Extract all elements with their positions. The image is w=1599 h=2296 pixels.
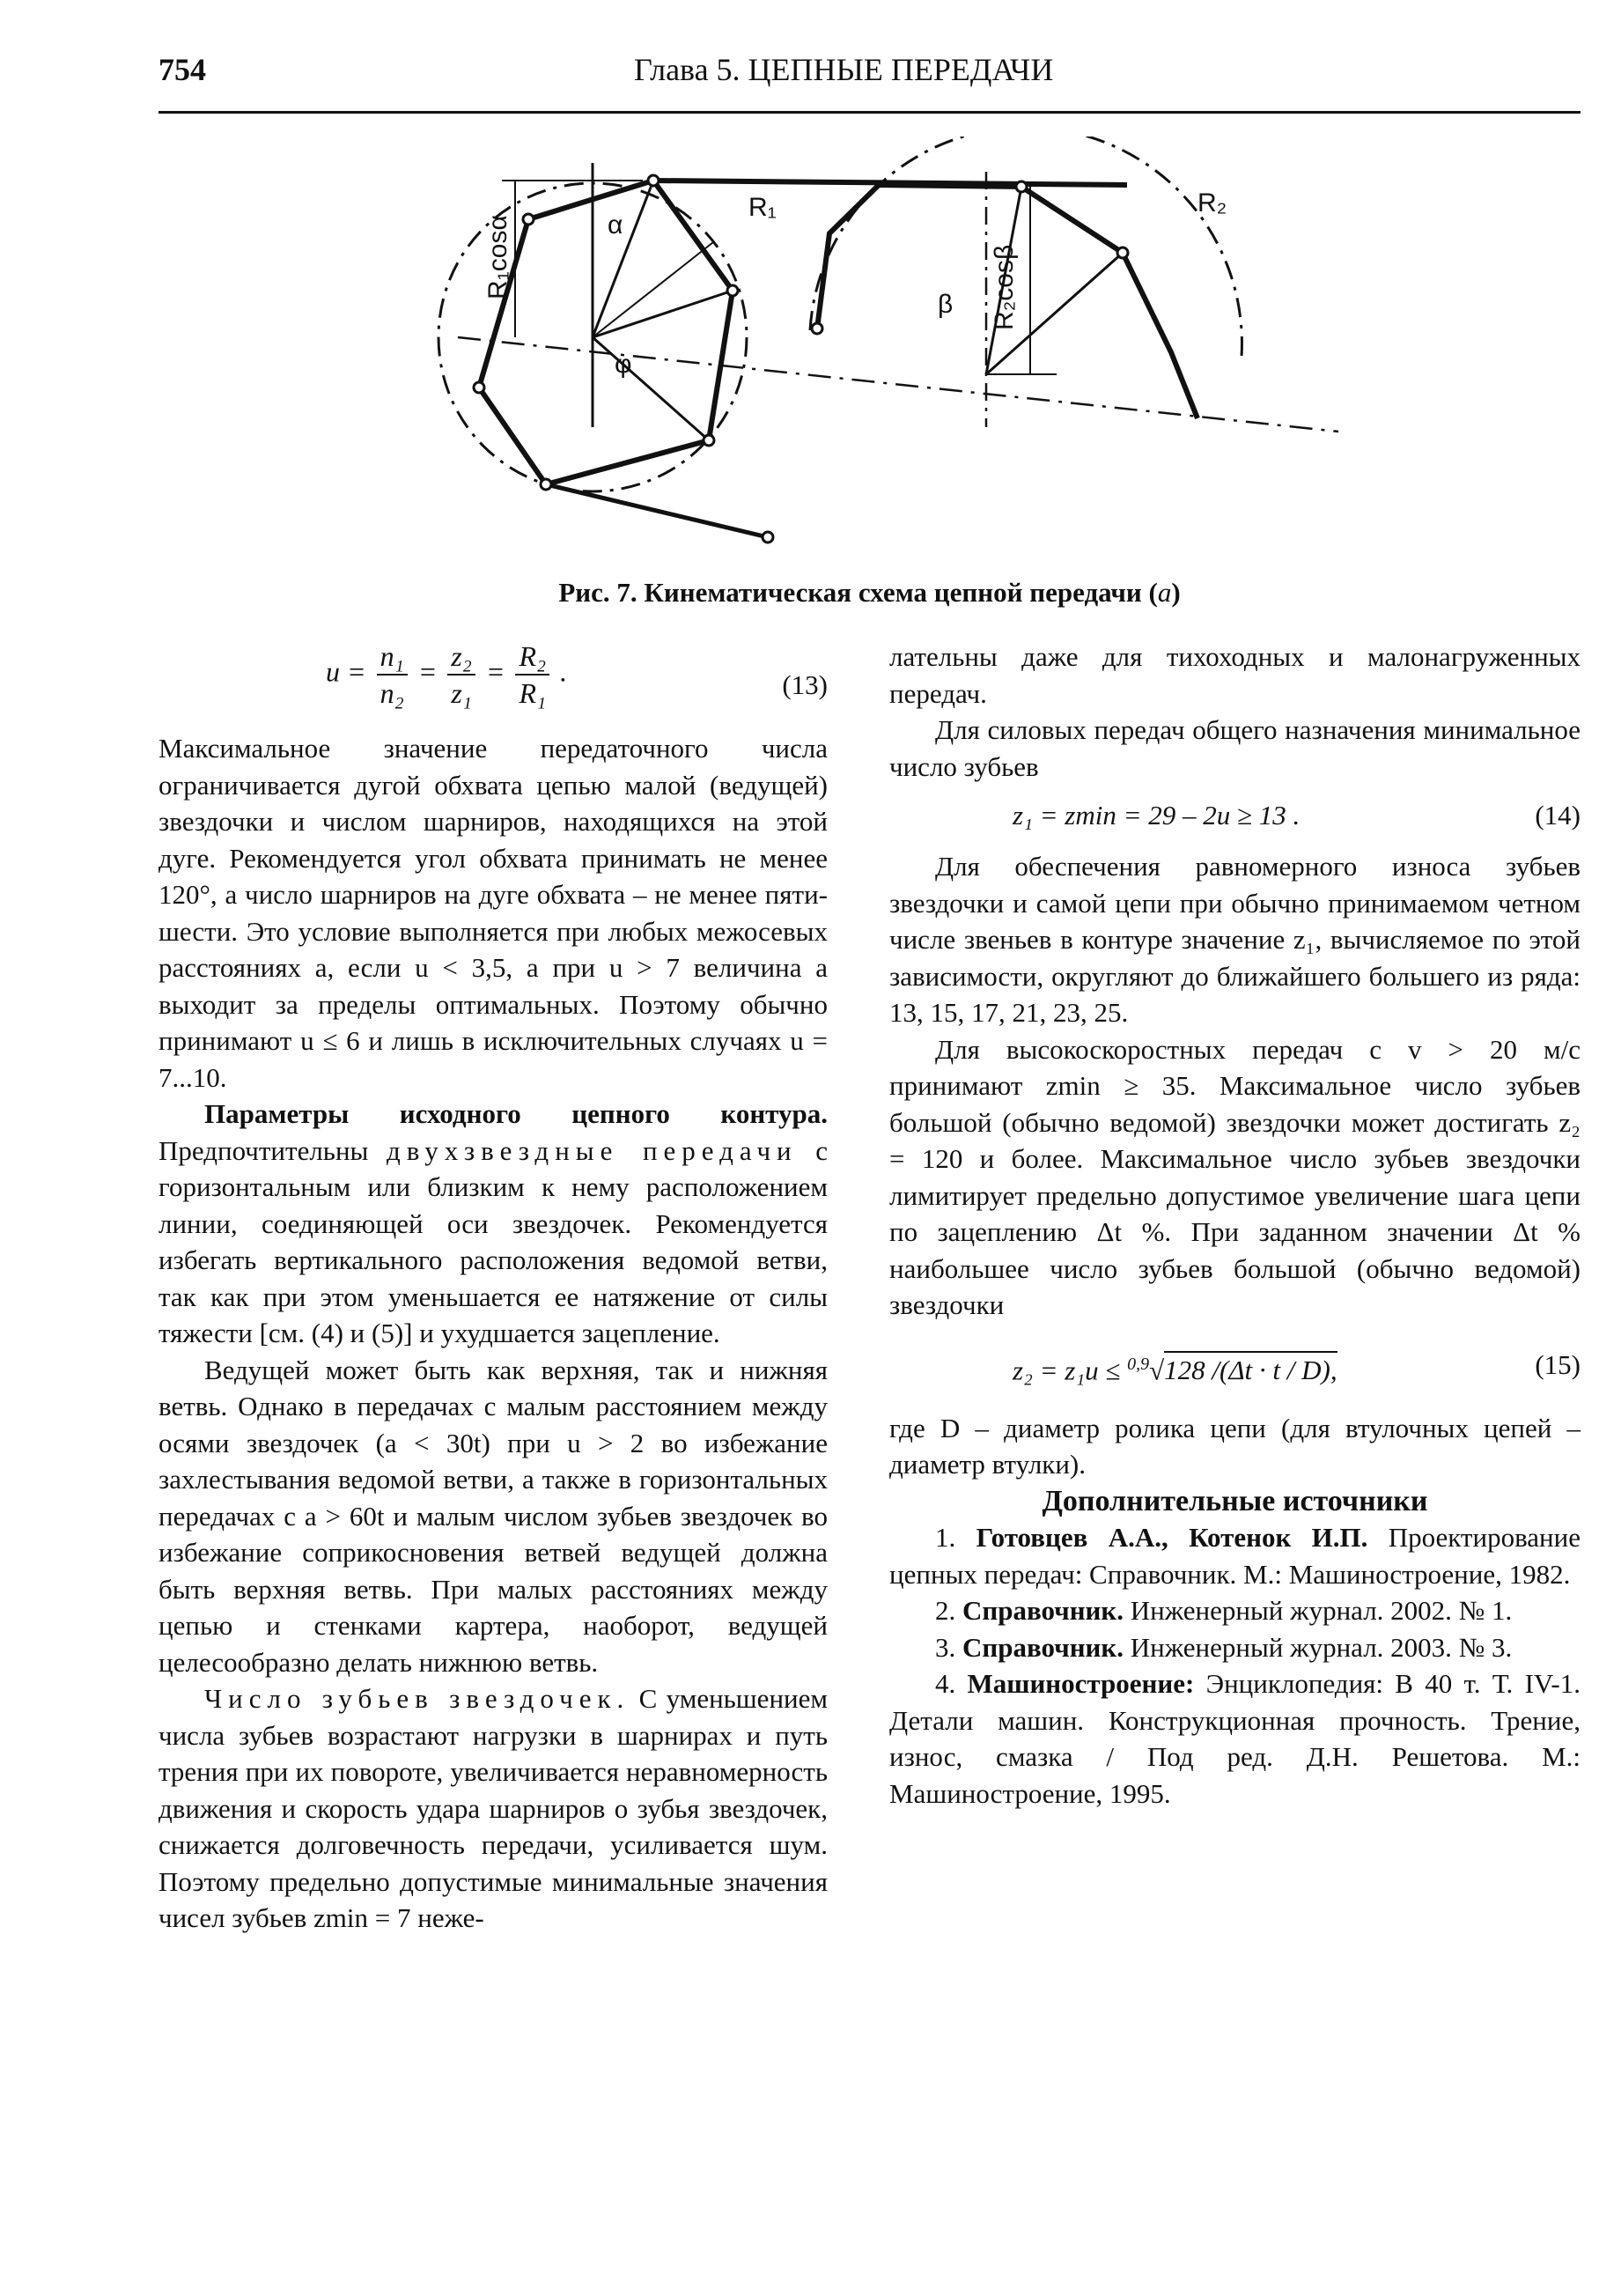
large-sprocket-pitch-arc xyxy=(810,137,1242,357)
page-number: 754 xyxy=(158,52,206,87)
reference-item: 3. Справочник. Инженерный журнал. 2003. № 3. xyxy=(935,1631,1513,1663)
reference-list xyxy=(889,1519,1581,1812)
label-r1cos: R₁cosα xyxy=(483,215,512,299)
paragraph-power-gears: Для силовых передач общего назначения минимальное число зубьев xyxy=(889,714,1581,782)
paragraph-gear-ratio: Максимальное значение передаточного числа ограничивается дугой обхвата цепью малой (ведущей) звездочки и числом шарниров, находящихся на этой дуге. Рекомендуется угол обхвата принимать не менее 120°, а число шарниров на дуге обхвата – не менее пяти-шести. Это условие выполняется при любых межосевых расстояниях a, если u < 3,5, а при u > 7 величина a выходит за пределы оптимальных. Поэтому обычно принимают u ≤ 6 и лишь в исключительных случаях u = 7...10. xyxy=(158,733,828,1093)
lower-chain-branch xyxy=(546,484,768,537)
paragraph-continuation: лательны даже для тихоходных и малонагруженных передач. xyxy=(889,641,1581,709)
label-r2: R₂ xyxy=(1197,188,1227,218)
center-line xyxy=(458,337,1338,432)
paragraph-high-speed: Для высокоскоростных передач с v > 20 м/с принимают zmin ≥ 35. Максимальное число зубьев большой (обычно ведомой) звездочки может достигать z₂ = 120 и более. Максимальное число зубьев звездочки лимитирует предельно допустимое увеличение шага цепи по зацеплению Δt %. При заданном значении Δt % наибольшее число зубьев большой (обычно ведомой) звездочки xyxy=(889,1033,1581,1320)
equation-13-number: (13) xyxy=(782,669,828,700)
reference-item: 4. Машиностроение: Энциклопедия: В 40 т. Т. IV-1. Детали машин. Конструкционная прочность. Трение, износ, смазка / Под ред. Д.Н. Решетова. М.: Машиностроение, 1995. xyxy=(889,1668,1581,1809)
paragraph-driving-branch: Ведущей может быть как верхняя, так и нижняя ветвь. Однако в передачах с малым расстоянием между осями звездочек (a < 30t) при u > 2 во избежание захлестывания ведомой ветви, а также в горизонтальных передачах с a > 60t и малым числом зубьев звездочек во избежание соприкосновения ветвей ведущей должна быть верхняя ветвь. При малых расстояниях между цепью и стенками картера, наоборот, ведущей целесообразно делать нижнюю ветвь. xyxy=(158,1354,828,1678)
kinematic-diagram xyxy=(423,137,1356,559)
left-column xyxy=(158,639,828,1937)
paragraph-teeth-count: Число зубьев звездочек. С уменьшением числа зубьев возрастают нагрузки в шарнирах и путь трения при их повороте, увеличивается неравномерность движения и скорость удара шарниров о зубья звездочек, снижается долговечность передачи, усиливается шум. Поэтому предельно допустимые минимальные значения чисел зубьев zmin = 7 неже- xyxy=(158,1683,828,1933)
equation-15: z₂ = z₁u ≤ $^{0,9}$√128 /(Δt · t / D), (15) xyxy=(1013,1348,1581,1385)
page-header xyxy=(158,51,1581,104)
label-beta: β xyxy=(938,290,954,319)
reference-item: 2. Справочник. Инженерный журнал. 2002. № 1. xyxy=(935,1595,1513,1626)
paragraph-contour-params: Параметры исходного цепного контура. Предпочтительны двухзвездные передачи с горизонтальным или близким к нему расположением линии, соединяющей оси звездочек. Рекомендуется избегать вертикального расположения ведомой ветви, так как при этом уменьшается ее натяжение от силы тяжести [см. (4) и (5)] и ухудшается зацепление. xyxy=(158,1098,828,1348)
running-title: Глава 5. ЦЕПНЫЕ ПЕРЕДАЧИ xyxy=(634,52,1054,87)
sources-heading: Дополнительные источники xyxy=(1042,1484,1428,1517)
header-rule xyxy=(158,111,1581,114)
label-r1: R₁ xyxy=(748,193,777,222)
label-phi: φ xyxy=(615,350,632,379)
label-r2cos: R₂cosβ xyxy=(990,244,1019,330)
label-alpha: α xyxy=(608,210,623,240)
equation-14: z₁ = zmin = 29 – 2u ≥ 13 . (14) xyxy=(1013,800,1581,831)
figure-caption: Рис. 7. Кинематическая схема цепной передачи (а) xyxy=(558,577,1181,608)
paragraph-roller-diameter: где D – диаметр ролика цепи (для втулочных цепей – диаметр втулки). xyxy=(889,1412,1581,1480)
paragraph-uniform-wear: Для обеспечения равномерного износа зубьев звездочки и самой цепи при обычно принимаемом четном числе звеньев в контуре значение z₁, вычисляемое по этой зависимости, округляют до ближайшего большего из ряда: 13, 15, 17, 21, 23, 25. xyxy=(889,851,1581,1028)
equation-13: u = $\frac{\text{n₁}}{\text{n₂}}$ = $\frac{\text{z₂}}{\text{z₁}}$ = $\frac{\text{R₂}}{\text{R₁}}$ . (13) xyxy=(326,640,828,709)
kinematic-diagram-svg xyxy=(423,137,1356,559)
right-column xyxy=(889,639,1581,1812)
reference-item: 1. Готовцев А.А., Котенок И.П. Проектирование цепных передач: Справочник. М.: Машиностроение, 1982. xyxy=(889,1522,1581,1590)
